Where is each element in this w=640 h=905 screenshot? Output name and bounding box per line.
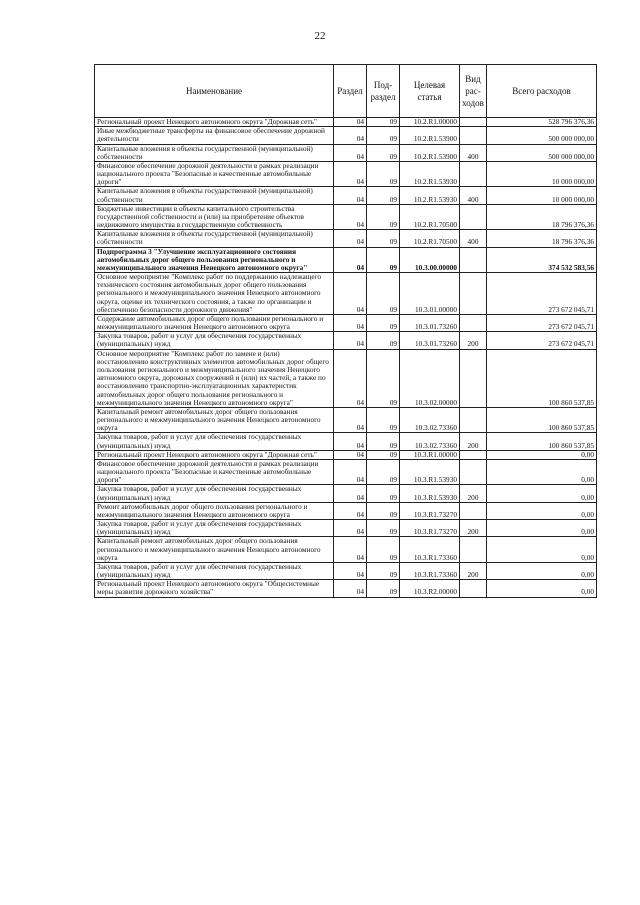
- cell-expense: [460, 349, 487, 407]
- cell-target: 10.3.R1.73270: [400, 520, 460, 537]
- cell-target: 10.2.R1.53930: [400, 161, 460, 187]
- table-row: [95, 127, 597, 144]
- cell-target: 10.2.R1.00000: [400, 118, 460, 127]
- cell-subsection: 09: [367, 332, 400, 349]
- cell-subsection: 09: [367, 537, 400, 563]
- cell-name: Финансовое обеспечение дорожной деятельности в рамках реализации национального проекта "Безопасные и качественные автомобильные дороги": [95, 459, 334, 485]
- cell-name: Иные межбюджетные трансферты на финансовое обеспечение дорожной деятельности: [95, 127, 334, 144]
- table-row: [95, 562, 597, 579]
- cell-total: 0,00: [487, 502, 597, 519]
- cell-target: 10.3.R1.00000: [400, 450, 460, 459]
- cell-subsection: 09: [367, 459, 400, 485]
- cell-total: 0,00: [487, 459, 597, 485]
- cell-expense: 200: [460, 433, 487, 450]
- cell-target: 10.3.R1.73360: [400, 537, 460, 563]
- table-row: [95, 161, 597, 187]
- cell-expense: 200: [460, 485, 487, 502]
- cell-target: 10.3.02.73360: [400, 407, 460, 433]
- page-number: 22: [314, 30, 326, 42]
- cell-subsection: 09: [367, 204, 400, 230]
- cell-subsection: 09: [367, 502, 400, 519]
- cell-subsection: 09: [367, 187, 400, 204]
- table-row: [95, 433, 597, 450]
- cell-total: 0,00: [487, 450, 597, 459]
- table-row: [95, 273, 597, 315]
- cell-total: 0,00: [487, 537, 597, 563]
- cell-expense: [460, 247, 487, 273]
- table-row: [95, 502, 597, 519]
- cell-section: 04: [334, 332, 367, 349]
- cell-target: 10.3.R1.73270: [400, 502, 460, 519]
- cell-target: 10.2.R1.53930: [400, 187, 460, 204]
- cell-section: 04: [334, 273, 367, 315]
- header-name: Наименование: [95, 65, 334, 118]
- cell-name: Капитальные вложения в объекты государственной (муниципальной) собственности: [95, 144, 334, 161]
- cell-total: 100 860 537,85: [487, 349, 597, 407]
- table-row: [95, 459, 597, 485]
- cell-name: Основное мероприятие "Комплекс работ по поддержанию надлежащего технического состояния автомобильных дорог общего пользования регионального и межмуниципального значения Ненецкого автономного округа, оценке их технического состояния, а также по организации и обеспечению безопасности дорожного движения": [95, 273, 334, 315]
- table-row: [95, 247, 597, 273]
- table-row: [95, 204, 597, 230]
- cell-section: 04: [334, 204, 367, 230]
- cell-name: Закупка товаров, работ и услуг для обеспечения государственных (муниципальных) нужд: [95, 485, 334, 502]
- cell-subsection: 09: [367, 450, 400, 459]
- cell-name: Капитальные вложения в объекты государственной (муниципальной) собственности: [95, 230, 334, 247]
- cell-target: 10.3.02.73360: [400, 433, 460, 450]
- cell-name: Закупка товаров, работ и услуг для обеспечения государственных (муниципальных) нужд: [95, 562, 334, 579]
- cell-name: Региональный проект Ненецкого автономного округа "Общесистемные меры развития дорожного хозяйства": [95, 580, 334, 597]
- cell-subsection: 09: [367, 349, 400, 407]
- cell-subsection: 09: [367, 230, 400, 247]
- cell-subsection: 09: [367, 485, 400, 502]
- cell-name: Ремонт автомобильных дорог общего пользования регионального и межмуниципального значения Ненецкого автономного округа: [95, 502, 334, 519]
- cell-name: Закупка товаров, работ и услуг для обеспечения государственных (муниципальных) нужд: [95, 433, 334, 450]
- table-row: [95, 332, 597, 349]
- cell-target: 10.2.R1.70500: [400, 204, 460, 230]
- table-row: [95, 314, 597, 331]
- cell-total: 10 000 000,00: [487, 161, 597, 187]
- cell-subsection: 09: [367, 118, 400, 127]
- cell-section: 04: [334, 485, 367, 502]
- cell-subsection: 09: [367, 407, 400, 433]
- cell-section: 04: [334, 580, 367, 597]
- cell-target: 10.2.R1.53900: [400, 144, 460, 161]
- table-row: [95, 520, 597, 537]
- cell-total: 273 672 045,71: [487, 332, 597, 349]
- cell-section: 04: [334, 520, 367, 537]
- cell-section: 04: [334, 247, 367, 273]
- cell-section: 04: [334, 161, 367, 187]
- cell-section: 04: [334, 314, 367, 331]
- table-row: [95, 349, 597, 407]
- cell-name: Финансовое обеспечение дорожной деятельности в рамках реализации национального проекта "Безопасные и качественные автомобильные дороги": [95, 161, 334, 187]
- cell-name: Капитальные вложения в объекты государственной (муниципальной) собственности: [95, 187, 334, 204]
- cell-name: Капитальный ремонт автомобильных дорог общего пользования регионального и межмуниципального значения Ненецкого автономного округа: [95, 537, 334, 563]
- cell-section: 04: [334, 562, 367, 579]
- cell-total: 100 860 537,85: [487, 407, 597, 433]
- cell-target: 10.2.R1.70500: [400, 230, 460, 247]
- cell-name: Капитальный ремонт автомобильных дорог общего пользования регионального и межмуниципального значения Ненецкого автономного округа: [95, 407, 334, 433]
- table-header-row: [95, 65, 597, 118]
- cell-section: 04: [334, 502, 367, 519]
- cell-target: 10.3.R1.73360: [400, 562, 460, 579]
- cell-expense: 200: [460, 562, 487, 579]
- cell-expense: [460, 407, 487, 433]
- cell-expense: [460, 580, 487, 597]
- cell-expense: [460, 314, 487, 331]
- cell-name: Подпрограмма 3 "Улучшение эксплуатационного состояния автомобильных дорог общего пользования регионального и межмуниципального значения Ненецкого автономного округа": [95, 247, 334, 273]
- cell-section: 04: [334, 187, 367, 204]
- cell-total: 500 000 000,00: [487, 144, 597, 161]
- table-row: [95, 485, 597, 502]
- cell-subsection: 09: [367, 520, 400, 537]
- cell-name: Бюджетные инвестиции в объекты капитального строительства государственной собственности и (или) на приобретение объектов недвижимого имущества в государственную собственность: [95, 204, 334, 230]
- cell-total: 374 532 583,56: [487, 247, 597, 273]
- cell-subsection: 09: [367, 127, 400, 144]
- cell-subsection: 09: [367, 273, 400, 315]
- cell-total: 273 672 045,71: [487, 314, 597, 331]
- cell-section: 04: [334, 537, 367, 563]
- cell-target: 10.3.R1.53930: [400, 485, 460, 502]
- table-row: [95, 537, 597, 563]
- header-section: Раздел: [334, 65, 367, 118]
- cell-target: 10.3.01.00000: [400, 273, 460, 315]
- cell-target: 10.3.R1.53930: [400, 459, 460, 485]
- table-row: [95, 144, 597, 161]
- header-subsection: Под-раздел: [367, 65, 400, 118]
- cell-subsection: 09: [367, 161, 400, 187]
- header-total-expenses: Всего расходов: [487, 65, 597, 118]
- cell-section: 04: [334, 127, 367, 144]
- cell-expense: 200: [460, 332, 487, 349]
- cell-total: 500 000 000,00: [487, 127, 597, 144]
- budget-table: [94, 64, 597, 598]
- cell-section: 04: [334, 407, 367, 433]
- cell-section: 04: [334, 349, 367, 407]
- cell-expense: [460, 450, 487, 459]
- cell-section: 04: [334, 144, 367, 161]
- cell-subsection: 09: [367, 580, 400, 597]
- cell-expense: 400: [460, 230, 487, 247]
- header-target-article: Целевая статья: [400, 65, 460, 118]
- cell-name: Закупка товаров, работ и услуг для обеспечения государственных (муниципальных) нужд: [95, 520, 334, 537]
- table-row: [95, 450, 597, 459]
- cell-subsection: 09: [367, 562, 400, 579]
- cell-expense: [460, 537, 487, 563]
- cell-expense: [460, 459, 487, 485]
- table-row: [95, 407, 597, 433]
- cell-name: Закупка товаров, работ и услуг для обеспечения государственных (муниципальных) нужд: [95, 332, 334, 349]
- cell-total: 0,00: [487, 580, 597, 597]
- cell-expense: [460, 204, 487, 230]
- cell-target: 10.3.01.73260: [400, 314, 460, 331]
- cell-expense: [460, 161, 487, 187]
- cell-total: 528 796 376,36: [487, 118, 597, 127]
- cell-section: 04: [334, 433, 367, 450]
- cell-target: 10.3.02.00000: [400, 349, 460, 407]
- cell-section: 04: [334, 118, 367, 127]
- cell-expense: [460, 118, 487, 127]
- cell-total: 10 000 000,00: [487, 187, 597, 204]
- header-expense-type: Вид рас-ходов: [460, 65, 487, 118]
- cell-total: 100 860 537,85: [487, 433, 597, 450]
- cell-name: Региональный проект Ненецкого автономного округа "Дорожная сеть": [95, 118, 334, 127]
- cell-total: 0,00: [487, 562, 597, 579]
- cell-total: 18 796 376,36: [487, 204, 597, 230]
- cell-section: 04: [334, 230, 367, 247]
- cell-expense: 400: [460, 144, 487, 161]
- cell-name: Региональный проект Ненецкого автономного округа "Дорожная сеть": [95, 450, 334, 459]
- cell-target: 10.3.R2.00000: [400, 580, 460, 597]
- cell-expense: [460, 127, 487, 144]
- cell-expense: 200: [460, 520, 487, 537]
- cell-total: 0,00: [487, 485, 597, 502]
- table-row: [95, 580, 597, 597]
- cell-expense: [460, 273, 487, 315]
- cell-section: 04: [334, 450, 367, 459]
- cell-target: 10.2.R1.53900: [400, 127, 460, 144]
- table-row: [95, 187, 597, 204]
- cell-subsection: 09: [367, 433, 400, 450]
- cell-expense: 400: [460, 187, 487, 204]
- cell-total: 18 796 376,36: [487, 230, 597, 247]
- cell-subsection: 09: [367, 314, 400, 331]
- cell-target: 10.3.00.00000: [400, 247, 460, 273]
- cell-expense: [460, 502, 487, 519]
- cell-name: Содержание автомобильных дорог общего пользования регионального и межмуниципального значения Ненецкого автономного округа: [95, 314, 334, 331]
- table-row: [95, 230, 597, 247]
- cell-name: Основное мероприятие "Комплекс работ по замене и (или) восстановлению конструктивных элементов автомобильных дорог общего пользования регионального и межмуниципального значения Ненецкого автономного округа, дорожных сооружений и (или) их частей, а также по восстановлению транспортно-эксплуатационных характеристик автомобильных дорог общего пользования регионального и межмуниципального значения Ненецкого автономного округа": [95, 349, 334, 407]
- cell-total: 273 672 045,71: [487, 273, 597, 315]
- cell-subsection: 09: [367, 247, 400, 273]
- cell-section: 04: [334, 459, 367, 485]
- cell-subsection: 09: [367, 144, 400, 161]
- cell-target: 10.3.01.73260: [400, 332, 460, 349]
- cell-total: 0,00: [487, 520, 597, 537]
